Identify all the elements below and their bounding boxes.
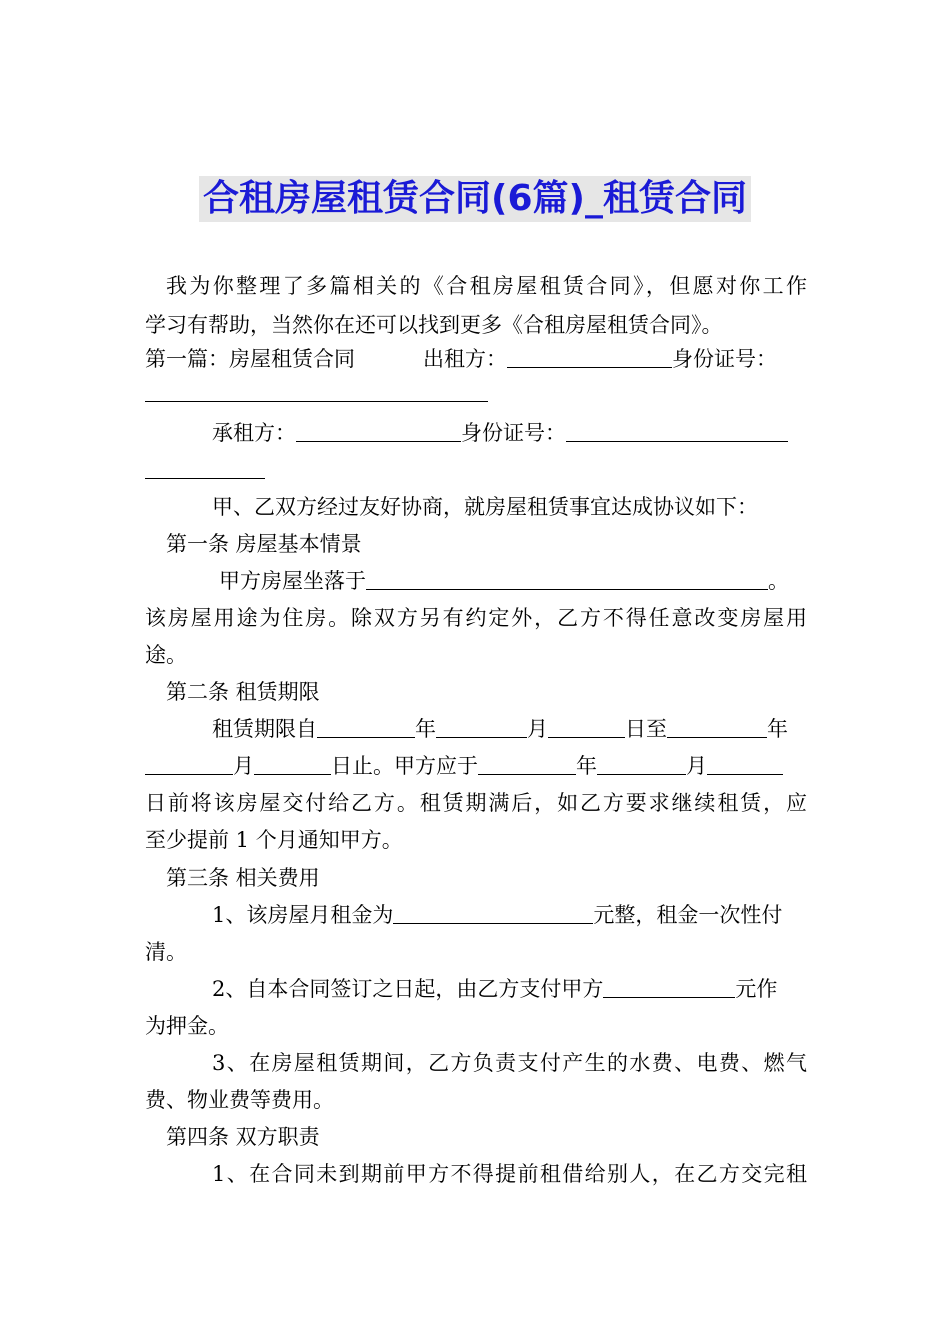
lessor-id-line xyxy=(145,378,807,408)
month-label: 月 xyxy=(233,754,254,778)
deliver-line: 日前将该房屋交付给乙方。租赁期满后，如乙方要求继续租赁，应 xyxy=(145,791,807,815)
article1-heading: 第一条 房屋基本情景 xyxy=(166,532,362,556)
agreement-line: 甲、乙双方经过友好协商，就房屋租赁事宜达成协议如下： xyxy=(212,495,758,519)
month-label: 月 xyxy=(686,754,707,778)
term-line xyxy=(212,714,812,744)
rent-line xyxy=(212,900,812,930)
usage-line-1: 该房屋用途为住房。除双方另有约定外，乙方不得任意改变房屋用 xyxy=(145,606,807,630)
day-end-label: 日止。甲方应于 xyxy=(331,754,478,778)
duties-line-1: 1、在合同未到期前甲方不得提前租借给别人，在乙方交完租 xyxy=(212,1162,807,1186)
start-day-blank xyxy=(548,717,625,738)
utilities-line-2: 费、物业费等费用。 xyxy=(145,1088,334,1112)
end-year-blank xyxy=(667,717,767,738)
lessee-id-blank-cont xyxy=(145,458,265,479)
rent-line-cont: 清。 xyxy=(145,940,187,964)
lessee-line xyxy=(212,418,812,448)
intro-line-1: 我为你整理了多篇相关的《合租房屋租赁合同》，但愿对你工作 xyxy=(166,274,807,298)
lessor-label: 出租方： xyxy=(423,347,507,371)
deliver-day-blank xyxy=(707,754,783,775)
deliver-year-blank xyxy=(478,754,576,775)
article3-heading: 第三条 相关费用 xyxy=(166,866,320,890)
rent-prefix: 1、该房屋月租金为 xyxy=(212,903,394,927)
deliver-month-blank xyxy=(597,754,686,775)
location-blank xyxy=(366,569,768,590)
location-end: 。 xyxy=(768,569,789,593)
start-month-blank xyxy=(436,717,527,738)
day-to-label: 日至 xyxy=(625,717,667,741)
year-label: 年 xyxy=(767,717,788,741)
document-title: 合租房屋租赁合同(6篇)_租赁合同 xyxy=(199,176,751,222)
location-line xyxy=(219,566,819,596)
part1-heading: 第一篇：房屋租赁合同 xyxy=(145,347,355,371)
lessor-id-label: 身份证号： xyxy=(672,347,777,371)
deposit-blank xyxy=(603,977,735,998)
month-label: 月 xyxy=(527,717,548,741)
lessee-label: 承租方： xyxy=(212,421,296,445)
lessor-id-blank xyxy=(145,381,488,402)
article4-heading: 第四条 双方职责 xyxy=(166,1125,320,1149)
part1-heading-line xyxy=(145,344,807,374)
year-label: 年 xyxy=(576,754,597,778)
lessee-blank xyxy=(296,421,461,442)
utilities-line-1: 3、在房屋租赁期间，乙方负责支付产生的水费、电费、燃气 xyxy=(212,1051,807,1075)
end-day-blank xyxy=(254,754,331,775)
lessor-blank xyxy=(507,347,672,368)
notice-line: 至少提前 1 个月通知甲方。 xyxy=(145,828,403,852)
rent-blank xyxy=(393,903,593,924)
year-label: 年 xyxy=(415,717,436,741)
lessee-id-line xyxy=(145,455,807,485)
usage-line-2: 途。 xyxy=(145,643,187,667)
intro-line-2: 学习有帮助，当然你在还可以找到更多《合租房屋租赁合同》。 xyxy=(145,313,723,337)
rent-suffix: 元整，租金一次性付 xyxy=(593,903,783,927)
deposit-suffix: 元作 xyxy=(735,977,778,1001)
lessee-id-blank xyxy=(566,421,788,442)
term-prefix: 租赁期限自 xyxy=(212,717,317,741)
location-prefix: 甲方房屋坐落于 xyxy=(219,569,366,593)
lessee-id-label: 身份证号： xyxy=(461,421,566,445)
article2-heading: 第二条 租赁期限 xyxy=(166,680,320,704)
deposit-line-cont: 为押金。 xyxy=(145,1014,229,1038)
start-year-blank xyxy=(317,717,415,738)
deposit-prefix: 2、自本合同签订之日起，由乙方支付甲方 xyxy=(212,977,604,1001)
end-month-blank xyxy=(145,754,233,775)
term-line-2 xyxy=(145,751,807,781)
document-title-wrap xyxy=(0,176,950,222)
deposit-line xyxy=(212,974,812,1004)
